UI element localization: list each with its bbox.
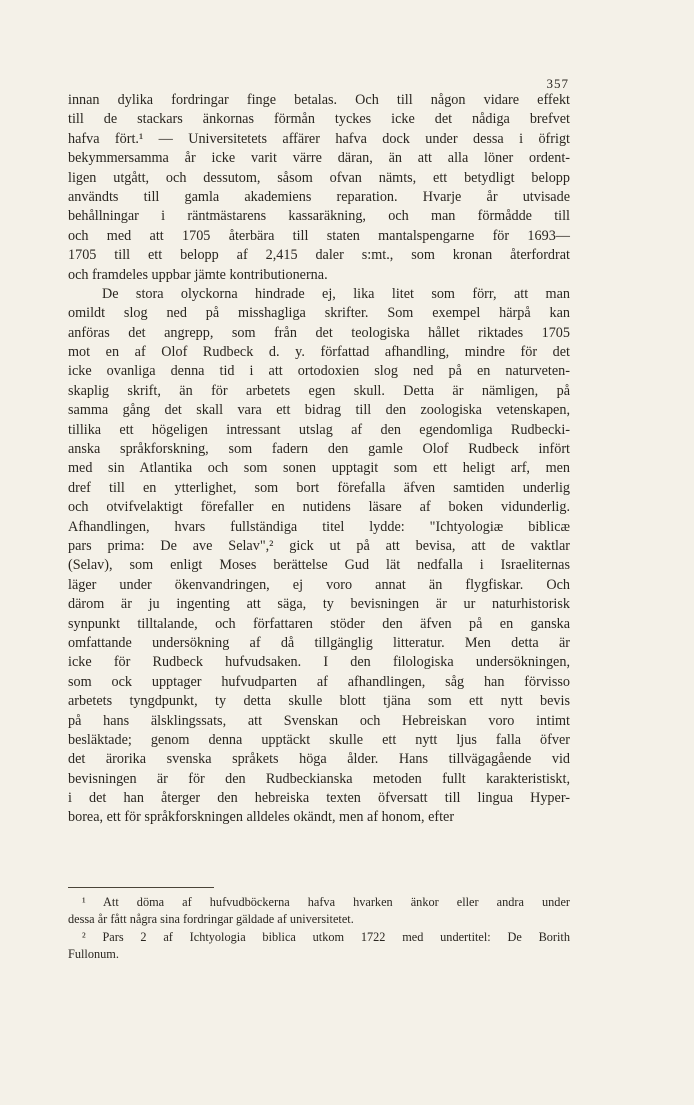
text-line: ligen utgått, och dessutom, såsom ofvan nämts, ett betydligt belopp (68, 169, 570, 186)
text-line: anföras det angrepp, som från det teologiska hållet riktades 1705 (68, 324, 570, 341)
text-line: och framdeles uppbar jämte kontributionerna. (68, 266, 328, 283)
text-line: bevisningen är för den Rudbeckianska metoden fullt karakteristiskt, (68, 770, 570, 787)
text-line: icke ovanliga denna tid i att ortodoxien slog ned på en naturveten- (68, 363, 570, 380)
text-line: till de stackars änkornas förmån tyckes icke det nådiga brefvet (68, 111, 570, 128)
text-line: De stora olyckorna hindrade ej, lika litet som förr, att man (102, 285, 570, 302)
text-line: omfattande undersökning af då tillgänglig litteratur. Men detta är (68, 634, 570, 651)
text-line: som ock upptager hufvudparten af afhandlingen, såg han förvisso (68, 673, 570, 690)
text-line: i det han återger den hebreiska texten öfversatt till lingua Hyper- (68, 790, 570, 807)
text-line: 1705 till ett belopp af 2,415 daler s:mt., som kronan återfordrat (68, 247, 570, 264)
text-line: innan dylika fordringar finge betalas. Och till någon vidare effekt (68, 92, 570, 108)
footnotes (68, 894, 570, 964)
text-line: omildt slog ned på misshagliga skrifter. Som exempel härpå kan (68, 305, 570, 322)
footnote-line: ² Pars 2 af Ichtyologia biblica utkom 1722 med undertitel: De Borith (82, 929, 570, 944)
footnote-line: Fullonum. (68, 947, 119, 962)
text-line: (Selav), som enligt Moses berättelse Gud lät nedfalla i Israeliternas (68, 557, 570, 574)
text-line: tillika ett högeligen intressant utslag af den egendomliga Rudbecki- (68, 421, 570, 438)
text-line: hafva fört.¹ — Universitetets affärer hafva dock under dessa i öfrigt (68, 130, 570, 147)
text-line: läger under ökenvandringen, ej voro annat än flygfiskar. Och (68, 576, 570, 593)
text-line: pars prima: De ave Selav",² gick ut på att bevisa, att de vaktlar (68, 537, 570, 554)
text-line: besläktade; genom denna upptäckt skulle ett nytt ljus falla öfver (68, 731, 570, 748)
text-line: med sin Atlantika och som sonen upptagit som ett heligt arf, men (68, 460, 570, 477)
text-line: samma gång det skall vara ett bidrag till den zoologiska vetenskapen, (68, 402, 570, 419)
text-line: dref till en ytterlighet, som bort förefalla äfven samtiden underlig (68, 479, 570, 496)
text-line: och otvifvelaktigt förefaller en nutidens läsare af boken vidunderlig. (68, 499, 570, 516)
page-number: 357 (546, 76, 569, 91)
text-line: anska språkforskning, som fadern den gamle Olof Rudbeck infört (68, 441, 570, 458)
text-line: arbetets tyngdpunkt, ty detta skulle blott tjäna som ett nytt bevis (68, 693, 570, 710)
text-line: behållningar i räntmästarens kassaräkning, och man förmådde till (68, 208, 570, 225)
text-line: och med att 1705 återbära till staten mantalspengarne för 1693— (68, 227, 570, 244)
text-line: borea, ett för språkforskningen alldeles okändt, men af honom, efter (68, 809, 455, 826)
footnote-line: dessa år fått några sina fordringar gäldade af universitetet. (68, 912, 354, 927)
text-line: icke för Rudbeck hufvudsaken. I den filologiska undersökningen, (68, 654, 570, 671)
body-text (68, 91, 570, 828)
text-line: bekymmersamma år icke varit värre däran, än att alla löner ordent- (68, 150, 570, 167)
text-line: därom är ju ingenting att säga, ty bevisningen är ur naturhistorisk (68, 596, 570, 613)
text-line: skaplig skrift, än för arbetets egen skull. Detta är nämligen, på (68, 382, 570, 399)
footnote-line: ¹ Att döma af hufvudböckerna hafva hvarken änkor eller andra under (82, 895, 570, 909)
text-line: synpunkt tilltalande, och författaren stöder den äfven på en ganska (68, 615, 570, 632)
text-line: på hans älsklingssats, att Svenskan och Hebreiskan voro intimt (68, 712, 570, 729)
text-line: Afhandlingen, hvars fullständiga titel lydde: "Ichtyologiæ biblicæ (68, 518, 570, 535)
text-line: mot en af Olof Rudbeck d. y. författad afhandling, mindre för det (68, 344, 570, 361)
text-line: det ärorika svenska språkets höga ålder. Hans tillvägagående vid (68, 751, 570, 768)
footnote-rule (68, 887, 214, 888)
text-line: användts till gamla akademiens reparation. Hvarje år utvisade (68, 188, 570, 205)
